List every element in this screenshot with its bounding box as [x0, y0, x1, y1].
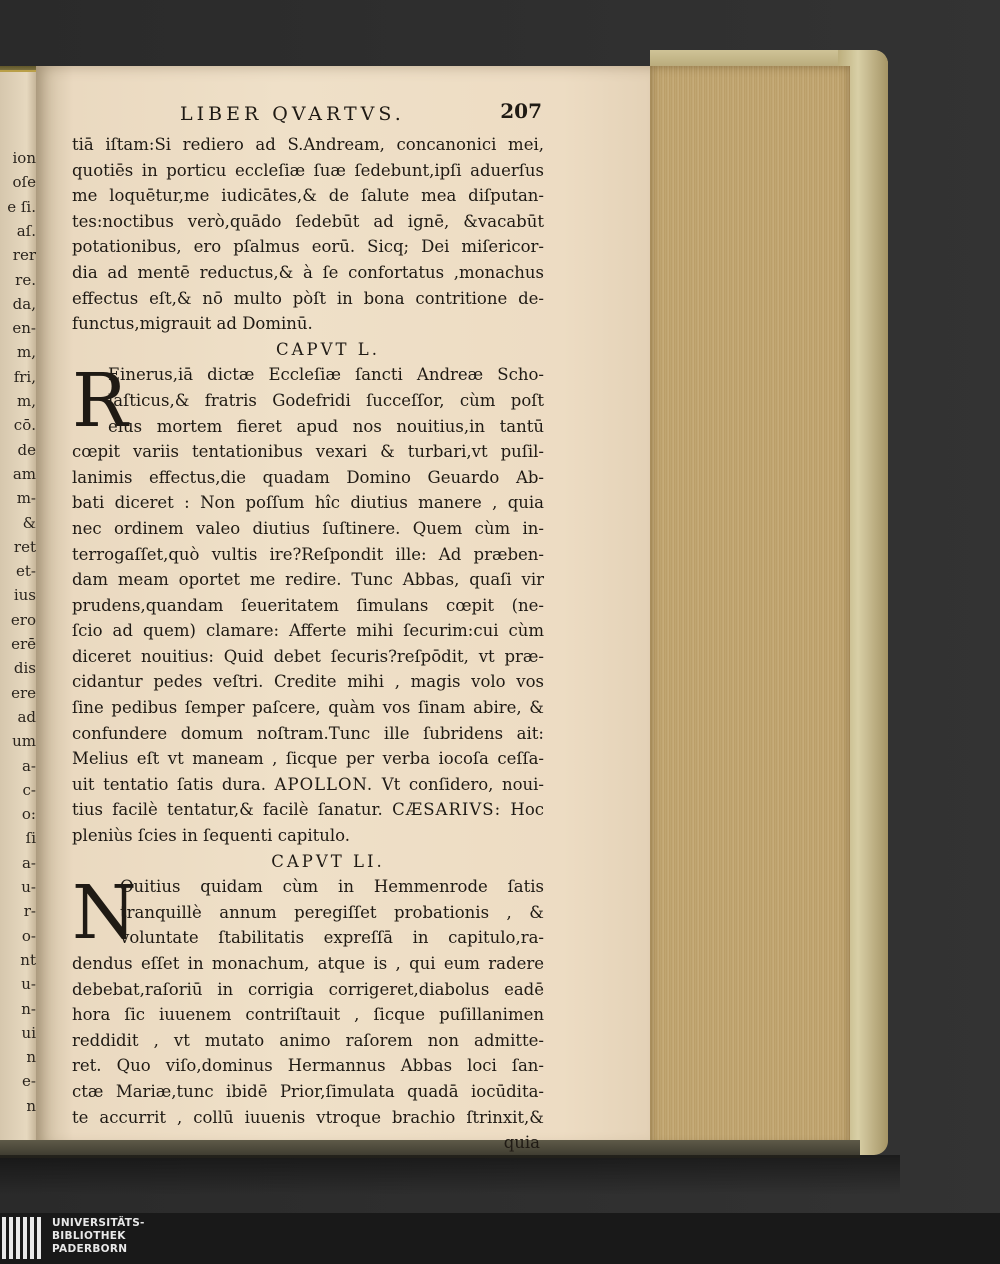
left-page-fragment: &	[22, 514, 36, 532]
left-page-fragment: rer	[12, 247, 36, 265]
text-line: voluntate ſtabilitatis expreſſā in capitulo,ra-	[120, 928, 544, 948]
text-line: tes:noctibus verò,quādo ſedebūt ad ignē, &vacabūt	[72, 211, 544, 231]
text-line: cœpit variis tentationibus vexari & turbari,vt puſil-	[72, 442, 544, 462]
left-page-fragment: e ſi.	[7, 198, 36, 216]
left-page-fragment: en-	[12, 320, 36, 338]
left-page-fragment: m,	[17, 344, 36, 362]
text-line	[72, 772, 544, 798]
left-page-fragment: re.	[15, 271, 36, 289]
library-footer	[0, 1213, 1000, 1264]
speaker-apollon: APOLLON.	[274, 774, 374, 794]
left-page-fragment: n	[26, 1049, 36, 1067]
text-segment: Hoc	[501, 800, 544, 820]
left-page-fragment: ad	[17, 708, 36, 726]
text-segment: uit tentatio ſatis dura.	[72, 774, 275, 794]
text-line: me loquētur,me iudicātes,& de ſalute mea diſputan-	[72, 186, 544, 206]
left-page-fragment: u-	[21, 976, 36, 994]
left-page-fragment: nt	[20, 951, 36, 969]
text-line: Einerus,iā dictæ Eccleſiæ ſancti Andreæ Scho-	[108, 365, 544, 385]
left-page-fragment: ero	[10, 611, 36, 629]
text-line: lanimis effectus,die quadam Domino Geuardo Ab-	[72, 467, 544, 487]
left-page-fragment: ui	[21, 1024, 36, 1042]
text-line: debebat,raſoriū in corrigia corrigeret,diabolus eadē	[72, 979, 544, 999]
text-line: dam meam oportet me redire. Tunc Abbas, quaſi vir	[72, 570, 544, 590]
left-page-fragment: n-	[21, 1000, 36, 1018]
chapter-heading-li: CAPVT LI.	[271, 851, 385, 871]
drop-capital-r: R	[72, 358, 128, 445]
page-text	[72, 99, 544, 1156]
library-name-line: UNIVERSITÄTS-	[52, 1217, 145, 1229]
left-page-fragment: ret	[13, 538, 36, 556]
left-page-fragment: dis	[13, 660, 36, 678]
text-line: dia ad mentē reductus,& à ſe confortatus ,monachus	[72, 262, 544, 282]
folio-number: 207	[500, 99, 542, 123]
opening-paragraph	[72, 132, 544, 337]
text-line	[72, 797, 544, 823]
text-segment: Vt conſidero, noui-	[373, 774, 544, 794]
text-line: cidantur pedes veſtri. Credite mihi , magis volo vos	[72, 672, 544, 692]
left-page-fragment: o-	[21, 927, 36, 945]
left-page-fragment: n	[26, 1097, 36, 1115]
text-line: diceret nouitius: Quid debet ſecuris?reſpōdit, vt præ-	[72, 646, 544, 666]
drop-capital-n: N	[72, 870, 137, 957]
running-head: LIBER QVARTVS.	[180, 103, 405, 125]
text-line: potationibus, ero pſalmus eorū. Sicq; Dei miſericor-	[72, 237, 544, 257]
text-line: reddidit , vt mutato animo raſorem non admitte-	[72, 1030, 544, 1050]
text-line: Ouitius quidam cùm in Hemmenrode ſatis	[120, 877, 544, 897]
left-page-fragment: e-	[22, 1073, 36, 1091]
library-name	[52, 1217, 145, 1256]
left-page-fragment: fri,	[13, 368, 36, 386]
text-line: ret. Quo viſo,dominus Hermannus Abbas loci ſan-	[72, 1056, 544, 1076]
speaker-caesarius: CÆSARIVS:	[392, 800, 502, 820]
left-page-fragment: ion	[12, 150, 36, 167]
left-page-fragment: ere	[11, 684, 36, 702]
left-page-fragment: c-	[22, 781, 36, 799]
left-page-fragment: a-	[21, 757, 36, 775]
text-line: quotiēs in porticu eccleſiæ ſuæ ſedebunt,ipſi aduerſus	[72, 160, 544, 180]
text-line: dendus eſſet in monachum, atque is , qui eum radere	[72, 954, 544, 973]
left-page-fragment: da,	[12, 295, 36, 313]
left-page-fragment: ſi	[25, 830, 36, 848]
book-shadow	[0, 1155, 900, 1195]
left-page-fragment: o:	[21, 806, 36, 824]
catchword: quia	[503, 1133, 540, 1153]
text-line: effectus eſt,& nō multo pòſt in bona contritione de-	[72, 288, 544, 308]
text-line: confundere domum noſtram.Tunc ille ſubridens ait:	[72, 723, 544, 743]
left-page-fragment: u-	[21, 879, 36, 896]
left-page-fragment: m,	[17, 393, 36, 410]
left-page-fragment: oſe	[12, 174, 36, 192]
left-page-fragment: aſ.	[16, 222, 36, 240]
library-name-line: BIBLIOTHEK	[52, 1230, 126, 1242]
text-line: laſticus,& fratris Godefridi ſucceſſor, cùm poſt	[108, 390, 544, 410]
left-page-fragment: am	[12, 465, 36, 483]
chapter-l-text	[72, 358, 544, 848]
text-line: ctæ Mariæ,tunc ibidē Prior,ſimulata quadā iocūdita-	[72, 1081, 544, 1101]
text-line: prudens,quandam ſeueritatem ſimulans cœpit (ne-	[72, 595, 544, 615]
text-segment: tius facilè tentatur,& facilè ſanatur.	[72, 800, 393, 820]
left-page-fragment: et-	[16, 563, 36, 581]
text-line: Melius eſt vt maneam , ſicque per verba iocoſa ceſſa-	[72, 749, 544, 769]
left-page-fragment: a-	[21, 854, 36, 872]
page-block-edge	[650, 66, 850, 1146]
text-line: hora ſic iuuenem contriſtauit , ſicque puſillanimen	[72, 1005, 544, 1025]
left-page-fragment: ius	[13, 587, 36, 605]
text-line: ſcio ad quem) clamare: Afferte mihi ſecurim:cui cùm	[72, 621, 544, 641]
text-line: pleniùs ſcies in ſequenti capitulo.	[72, 826, 351, 846]
text-line: ſine pedibus ſemper paſcere, quàm vos ſinam abire, &	[72, 698, 544, 718]
chapter-heading-l: CAPVT L.	[275, 339, 380, 359]
left-facing-page	[0, 70, 38, 1147]
library-logo-icon	[2, 1217, 42, 1259]
left-page-fragment: um	[12, 733, 36, 751]
text-line: tranquillè annum peregiſſet probationis , &	[120, 902, 544, 922]
text-line: terrogaſſet,quò vultis ire?Reſpondit ille: Ad præben-	[72, 544, 544, 564]
left-page-fragment: de	[17, 441, 36, 459]
library-name-line: PADERBORN	[52, 1243, 128, 1255]
text-line: bati diceret : Non poſſum hîc diutius manere , quia	[72, 493, 544, 513]
text-line: eius mortem fieret apud nos nouitius,in tantū	[108, 416, 544, 436]
page-header	[72, 99, 544, 132]
left-page-fragment: erē	[11, 636, 36, 653]
left-page-fragment: cō.	[13, 417, 36, 435]
left-page-fragment: m-	[16, 490, 36, 508]
text-line: nec ordinem valeo diutius ſuſtinere. Quem cùm in-	[72, 518, 544, 538]
chapter-li-text	[72, 870, 544, 1156]
text-line: tiā iſtam:Si rediero ad S.Andream, concanonici mei,	[72, 135, 544, 154]
left-page-fragment: r-	[23, 903, 36, 921]
text-line: functus,migrauit ad Dominū.	[72, 314, 313, 334]
text-line: te accurrit , collū iuuenis vtroque brachio ſtrinxit,&	[72, 1107, 544, 1127]
